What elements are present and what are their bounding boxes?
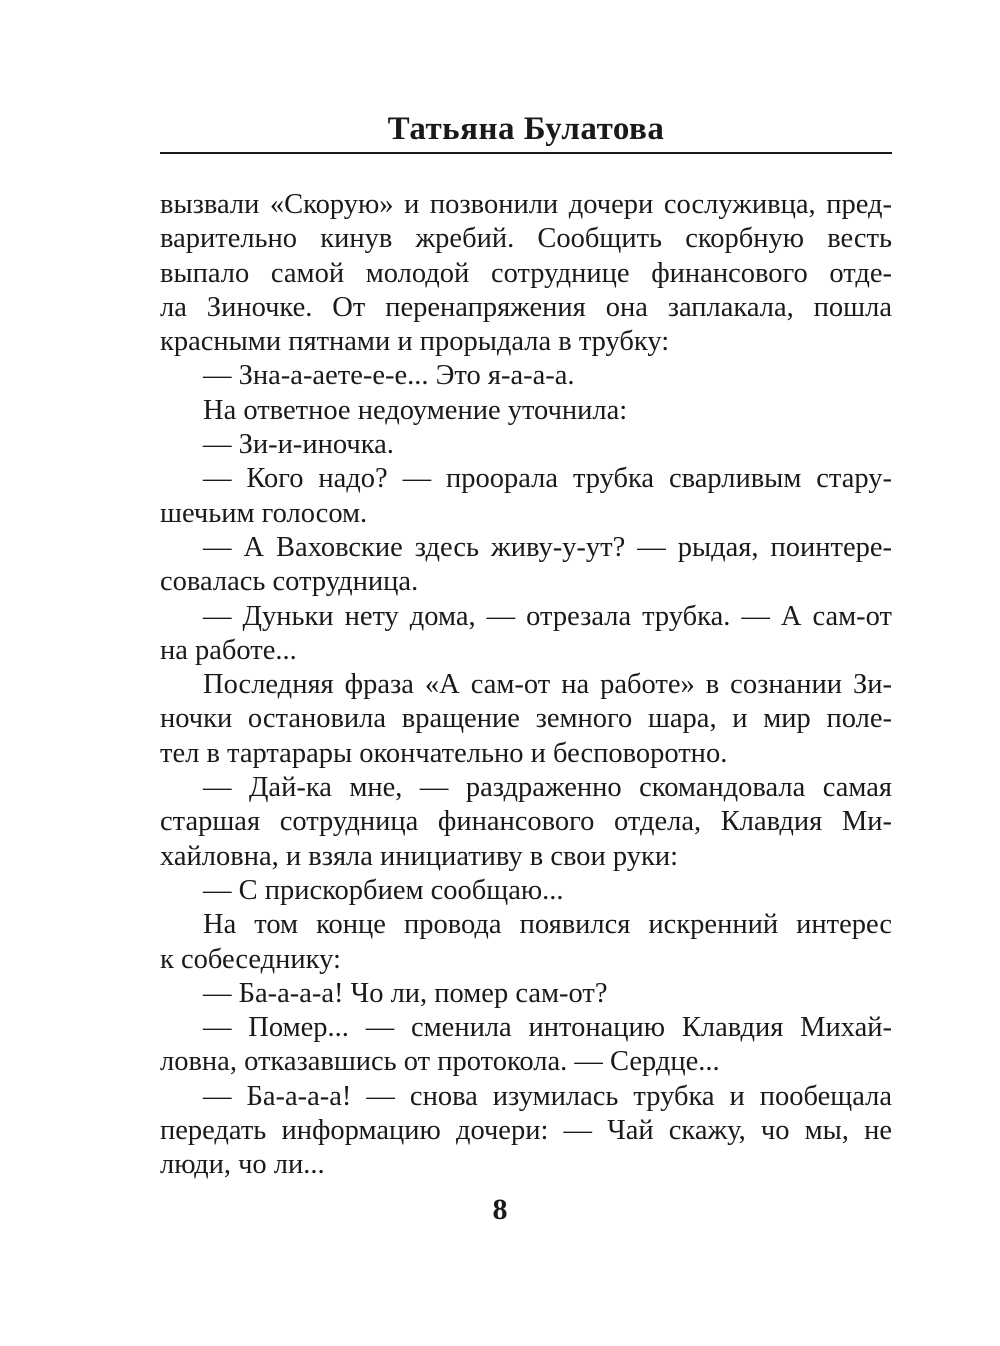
text-line: Последняя фраза «А сам-от на работе» в сознании Зи-	[203, 669, 892, 701]
text-line: — Ба-а-а-а! Чо ли, помер сам-от?	[203, 977, 608, 1009]
text-line: красными пятнами и прорыдала в трубку:	[160, 326, 670, 358]
text-line: — Кого надо? — проорала трубка сварливым стару-	[203, 463, 892, 495]
text-line: — Дуньки нету дома, — отрезала трубка. — А сам-от	[203, 600, 892, 632]
text-line: — Дай-ка мне, — раздраженно скомандовала самая	[203, 772, 892, 804]
text-line: на работе...	[160, 634, 297, 666]
body-text	[160, 188, 892, 1183]
text-line: старшая сотрудница финансового отдела, Клавдия Ми-	[160, 806, 892, 838]
text-line: — С прискорбием сообщаю...	[203, 874, 564, 906]
text-line: ловна, отказавшись от протокола. — Сердце...	[160, 1046, 720, 1078]
text-line: вызвали «Скорую» и позвонили дочери сослуживца, пред-	[160, 189, 892, 220]
text-line: шечьим голосом.	[160, 497, 368, 529]
text-line: ла Зиночке. От перенапряжения она заплакала, пошла	[160, 291, 892, 323]
running-header	[160, 110, 892, 154]
text-line: варительно кинув жребий. Сообщить скорбную весть	[160, 223, 892, 255]
text-line: — Зна-а-аете-е-е... Это я-а-а-а.	[203, 360, 575, 392]
text-line: тел в тартарары окончательно и бесповоротно.	[160, 737, 728, 769]
text-line: совалась сотрудница.	[160, 566, 419, 598]
text-line: выпало самой молодой сотруднице финансового отде-	[160, 257, 892, 289]
text-line: — Ба-а-а-а! — снова изумилась трубка и пообещала	[203, 1080, 892, 1112]
text-line: ночки остановила вращение земного шара, и мир поле-	[160, 703, 892, 735]
text-line: На ответное недоумение уточнила:	[203, 394, 628, 426]
text-line: — Зи-и-иночка.	[203, 429, 394, 461]
text-line: люди, чо ли...	[160, 1149, 325, 1181]
text-line: передать информацию дочери: — Чай скажу, чо мы, не	[160, 1115, 892, 1147]
text-line: к собеседнику:	[160, 943, 341, 975]
author-name: Татьяна Булатова	[387, 111, 665, 147]
text-line: хайловна, и взяла инициативу в свои руки:	[160, 840, 679, 872]
page-number: 8	[492, 1193, 508, 1226]
text-line: На том конце провода появился искренний интерес	[203, 909, 892, 941]
text-line: — А Ваховские здесь живу-у-ут? — рыдая, поинтере-	[203, 531, 892, 563]
text-line: — Помер... — сменила интонацию Клавдия Михай-	[203, 1012, 892, 1044]
